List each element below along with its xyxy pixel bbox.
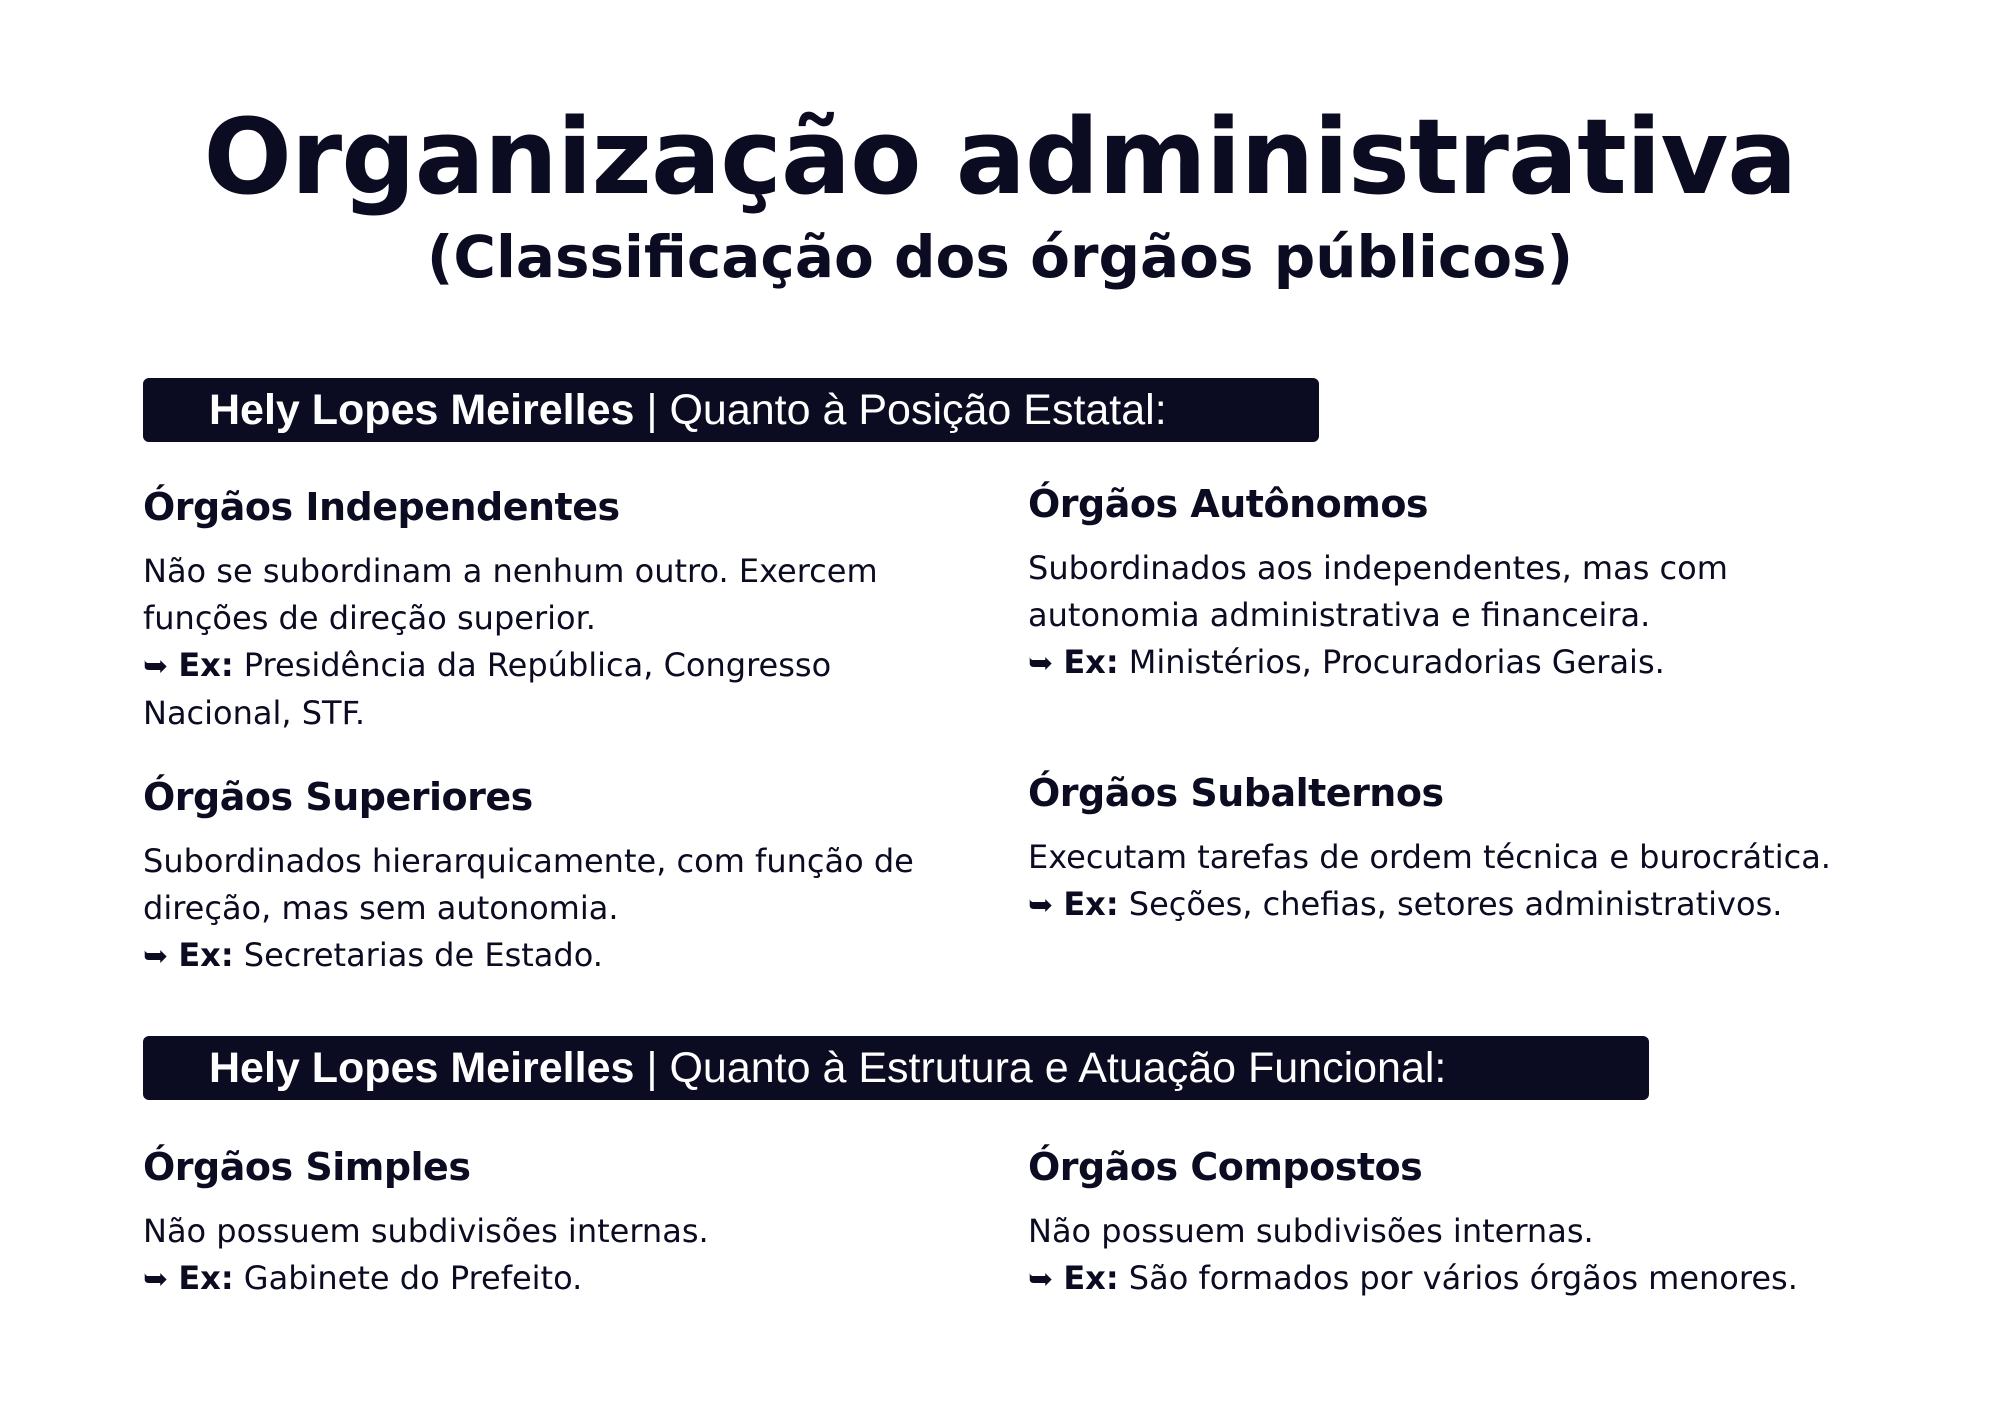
item-title: Órgãos Superiores (143, 775, 533, 819)
example-label: Ex: (178, 1259, 234, 1297)
section-separator: | (646, 1044, 658, 1092)
page-subtitle: (Classificação dos órgãos públicos) (426, 223, 1574, 291)
item-title: Órgãos Simples (143, 1145, 471, 1189)
example-label: Ex: (178, 646, 234, 684)
example-text: São formados por vários órgãos menores. (1128, 1259, 1798, 1297)
section-separator: | (646, 386, 658, 434)
item-description (143, 838, 963, 980)
example-label: Ex: (178, 936, 234, 974)
item-description (1028, 545, 1848, 687)
section-label: Quanto à Posição Estatal: (669, 386, 1167, 434)
item-description (143, 548, 963, 737)
example-label: Ex: (1063, 643, 1119, 681)
item-orgaos-superiores (143, 775, 963, 980)
item-desc-text: Subordinados aos independentes, mas com autonomia administrativa e financeira. (1028, 549, 1728, 634)
arrow-icon: ➥ (1028, 888, 1054, 923)
arrow-icon: ➥ (1028, 646, 1054, 681)
item-orgaos-compostos (1028, 1145, 1848, 1303)
item-description (143, 1208, 963, 1303)
item-desc-text: Não possuem subdivisões internas. (1028, 1212, 1594, 1250)
arrow-icon: ➥ (1028, 1262, 1054, 1297)
section-header-posicao-estatal (143, 378, 1319, 442)
example-label: Ex: (1063, 885, 1119, 923)
example-text: Secretarias de Estado. (243, 936, 603, 974)
section-author: Hely Lopes Meirelles (209, 386, 635, 434)
arrow-icon: ➥ (143, 1262, 169, 1297)
example-text: Presidência da República, Congresso Nacional, STF. (143, 646, 832, 732)
arrow-icon: ➥ (143, 939, 169, 974)
page-title: Organização administrativa (203, 96, 1797, 218)
item-orgaos-autonomos (1028, 482, 1848, 687)
example-text: Ministérios, Procuradorias Gerais. (1128, 643, 1665, 681)
section-author: Hely Lopes Meirelles (209, 1044, 635, 1092)
item-title: Órgãos Autônomos (1028, 482, 1429, 526)
example-text: Gabinete do Prefeito. (243, 1259, 583, 1297)
section-header-estrutura-atuacao (143, 1036, 1649, 1100)
item-title: Órgãos Subalternos (1028, 771, 1444, 815)
item-orgaos-simples (143, 1145, 963, 1303)
item-desc-text: Não possuem subdivisões internas. (143, 1212, 709, 1250)
item-desc-text: Executam tarefas de ordem técnica e burocrática. (1028, 838, 1831, 876)
example-text: Seções, chefias, setores administrativos. (1128, 885, 1783, 923)
item-desc-text: Subordinados hierarquicamente, com função de direção, mas sem autonomia. (143, 842, 914, 927)
item-orgaos-subalternos (1028, 771, 1848, 929)
item-orgaos-independentes (143, 485, 963, 737)
item-description (1028, 834, 1848, 929)
item-title: Órgãos Independentes (143, 485, 620, 529)
example-label: Ex: (1063, 1259, 1119, 1297)
item-desc-text: Não se subordinam a nenhum outro. Exercem funções de direção superior. (143, 552, 878, 637)
section-label: Quanto à Estrutura e Atuação Funcional: (669, 1044, 1447, 1092)
item-title: Órgãos Compostos (1028, 1145, 1423, 1189)
item-description (1028, 1208, 1848, 1303)
arrow-icon: ➥ (143, 649, 169, 684)
